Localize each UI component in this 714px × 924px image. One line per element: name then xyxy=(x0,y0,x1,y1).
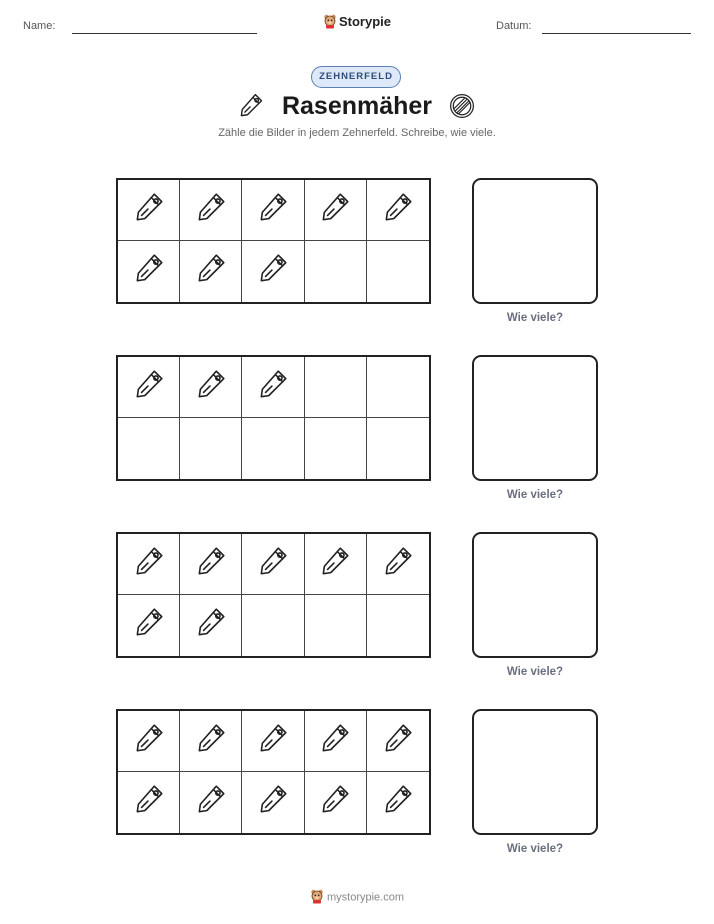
answer-box[interactable] xyxy=(472,178,598,304)
lawnmower-icon xyxy=(256,368,290,407)
ten-frame-cell xyxy=(242,772,304,833)
date-line[interactable] xyxy=(542,33,691,34)
lawnmower-icon xyxy=(132,783,166,822)
ten-frame-cell xyxy=(118,241,180,302)
ten-frame-cell xyxy=(305,595,367,656)
page-title: Rasenmäher xyxy=(281,92,433,120)
instructions: Zähle die Bilder in jedem Zehnerfeld. Schreibe, wie viele. xyxy=(218,127,496,139)
ten-frame-cell xyxy=(367,772,429,833)
name-line[interactable] xyxy=(72,33,257,34)
brand-logo xyxy=(0,13,714,32)
lawnmower-icon xyxy=(132,368,166,407)
ten-frame-cell xyxy=(305,357,367,418)
ten-frame-cell xyxy=(118,180,180,241)
lawnmower-icon xyxy=(256,545,290,584)
name-label: Name: xyxy=(23,20,56,32)
ten-frame-cell xyxy=(305,711,367,772)
ten-frame-cell xyxy=(305,418,367,479)
ten-frame-cell xyxy=(305,180,367,241)
lawnmower-icon xyxy=(381,722,415,761)
ten-frame-cell xyxy=(180,595,242,656)
lawnmower-icon xyxy=(381,783,415,822)
lawnmower-icon xyxy=(132,191,166,230)
lawnmower-icon xyxy=(132,606,166,645)
ten-frame-cell xyxy=(367,418,429,479)
ten-frame-cell xyxy=(118,357,180,418)
ten-frame-cell xyxy=(242,595,304,656)
answer-label: Wie viele? xyxy=(506,843,564,855)
ten-frame-cell xyxy=(118,595,180,656)
lawnmower-icon xyxy=(318,783,352,822)
lawnmower-icon xyxy=(256,191,290,230)
ten-frame-cell xyxy=(180,241,242,302)
lawnmower-blade-icon xyxy=(448,92,476,120)
ten-frame-cell xyxy=(367,711,429,772)
date-label: Datum: xyxy=(496,20,532,32)
lawnmower-icon xyxy=(194,606,228,645)
ten-frame-cell xyxy=(180,772,242,833)
lawnmower-icon xyxy=(381,545,415,584)
answer-label: Wie viele? xyxy=(506,489,564,501)
ten-frame-cell xyxy=(305,241,367,302)
ten-frame-cell xyxy=(180,357,242,418)
ten-frame-cell xyxy=(180,711,242,772)
footer xyxy=(0,888,714,907)
ten-frame-cell xyxy=(367,241,429,302)
lawnmower-icon xyxy=(318,191,352,230)
lawnmower-icon xyxy=(256,783,290,822)
ten-frame xyxy=(116,178,431,304)
ten-frame-cell xyxy=(242,418,304,479)
ten-frame-cell xyxy=(367,357,429,418)
ten-frame-cell xyxy=(180,534,242,595)
answer-box[interactable] xyxy=(472,355,598,481)
ten-frame-cell xyxy=(242,534,304,595)
lawnmower-icon xyxy=(132,545,166,584)
lawnmower-icon xyxy=(194,252,228,291)
lawnmower-icon xyxy=(194,191,228,230)
ten-frame-cell xyxy=(367,595,429,656)
lawnmower-icon xyxy=(318,545,352,584)
ten-frame-cell xyxy=(242,711,304,772)
lawnmower-icon xyxy=(381,191,415,230)
answer-box[interactable] xyxy=(472,709,598,835)
lawnmower-icon xyxy=(256,252,290,291)
ten-frame-cell xyxy=(367,180,429,241)
footer-url: mystorypie.com xyxy=(326,891,405,904)
ten-frame-cell xyxy=(118,534,180,595)
answer-label: Wie viele? xyxy=(506,312,564,324)
ten-frame-cell xyxy=(180,180,242,241)
answer-box[interactable] xyxy=(472,532,598,658)
lawnmower-icon xyxy=(256,722,290,761)
lawnmower-icon xyxy=(132,252,166,291)
ten-frame xyxy=(116,709,431,835)
ten-frame-cell xyxy=(242,241,304,302)
ten-frame-cell xyxy=(118,418,180,479)
ten-frame-cell xyxy=(305,534,367,595)
ten-frame xyxy=(116,355,431,481)
ten-frame-cell xyxy=(118,711,180,772)
ten-frame-cell xyxy=(305,772,367,833)
ten-frame-cell xyxy=(367,534,429,595)
lawnmower-icon xyxy=(132,722,166,761)
answer-label: Wie viele? xyxy=(506,666,564,678)
ten-frame xyxy=(116,532,431,658)
lawnmower-icon xyxy=(318,722,352,761)
lawnmower-icon xyxy=(194,545,228,584)
ten-frame-cell xyxy=(180,418,242,479)
lawnmower-icon xyxy=(194,722,228,761)
ten-frame-cell xyxy=(242,180,304,241)
storypie-bear-icon xyxy=(323,13,337,32)
storypie-bear-icon xyxy=(310,888,324,907)
ten-frame-cell xyxy=(242,357,304,418)
ten-frame-cell xyxy=(118,772,180,833)
worksheet-type-badge: ZEHNERFELD xyxy=(311,66,401,88)
brand-name: Storypie xyxy=(338,13,391,29)
lawnmower-icon xyxy=(194,783,228,822)
lawnmower-icon xyxy=(194,368,228,407)
